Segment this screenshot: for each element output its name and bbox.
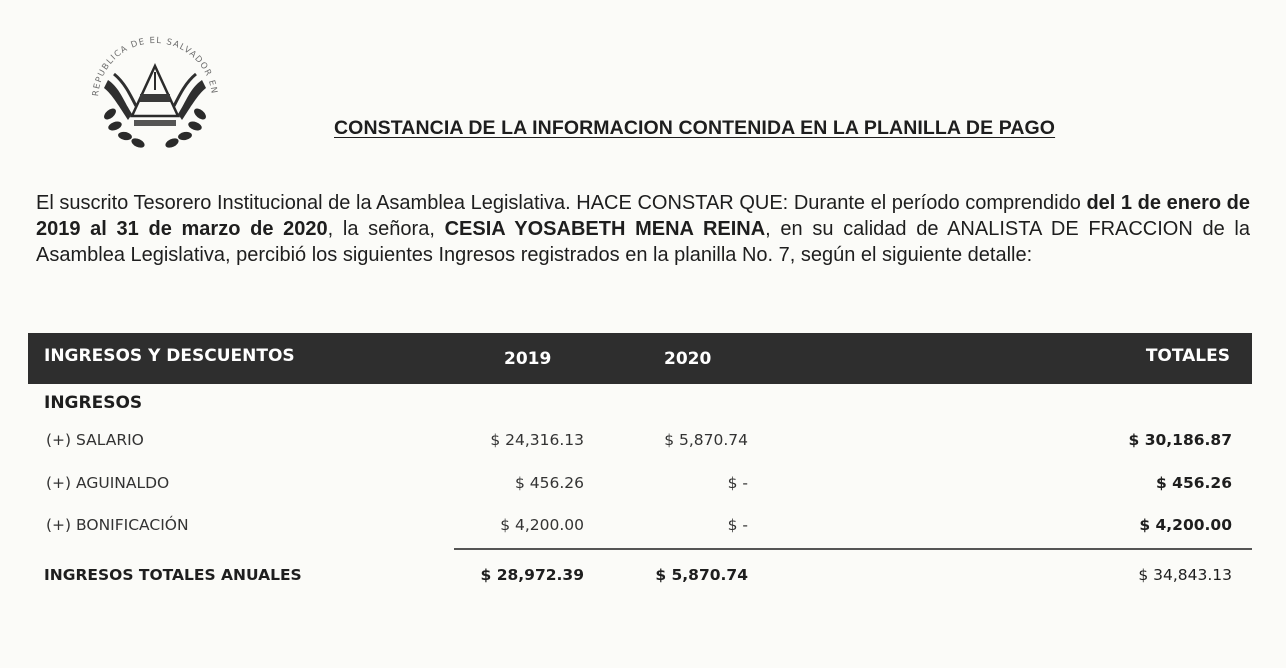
table-header (28, 333, 1252, 384)
paragraph-text-2: , la señora, (327, 218, 445, 240)
totals-label: INGRESOS TOTALES ANUALES (44, 566, 302, 584)
coat-of-arms-seal (80, 28, 230, 168)
header-concept: INGRESOS Y DESCUENTOS (44, 346, 295, 366)
row-total: $ 30,186.87 (1128, 431, 1232, 449)
table-row (28, 431, 1252, 459)
row-total: $ 456.26 (1156, 474, 1232, 492)
certification-paragraph (36, 190, 1250, 268)
seal-ring-text: REPUBLICA DE EL SALVADOR EN (91, 35, 219, 97)
totals-value-2019: $ 28,972.39 (480, 566, 584, 584)
document-title: CONSTANCIA DE LA INFORMACION CONTENIDA EN LA PLANILLA DE PAGO (334, 117, 1056, 139)
row-value-2019: $ 456.26 (514, 474, 584, 492)
seal-icon (80, 28, 230, 168)
row-value-2020: $ - (727, 474, 748, 492)
totals-value-2020: $ 5,870.74 (655, 566, 748, 584)
table-row (28, 516, 1252, 544)
employee-name: CESIA YOSABETH MENA REINA (444, 218, 766, 240)
income-table (28, 333, 1252, 584)
row-value-2019: $ 4,200.00 (500, 516, 584, 534)
header-2020: 2020 (664, 349, 712, 369)
table-row (28, 474, 1252, 502)
row-value-2020: $ 5,870.74 (664, 431, 748, 449)
row-total: $ 4,200.00 (1139, 516, 1232, 534)
row-value-2019: $ 24,316.13 (490, 431, 584, 449)
paragraph-text-1: El suscrito Tesorero Institucional de la Asamblea Legislativa. HACE CONSTAR QUE: Durante el período comprendido (36, 192, 1087, 214)
row-value-2020: $ - (727, 516, 748, 534)
row-label: (+) BONIFICACIÓN (46, 516, 189, 534)
period-text: del 1 de enero de 2019 al 31 de marzo de 2020 (36, 192, 1251, 240)
totals-row (28, 566, 1252, 594)
header-totals: TOTALES (1145, 346, 1230, 366)
section-label-ingresos: INGRESOS (44, 393, 143, 413)
row-label: (+) SALARIO (46, 431, 144, 449)
totals-grand-total: $ 34,843.13 (1138, 566, 1232, 584)
row-label: (+) AGUINALDO (46, 474, 170, 492)
header-2019: 2019 (504, 349, 552, 369)
totals-divider (454, 548, 1252, 550)
paragraph-text-3: , en su calidad de ANALISTA DE FRACCION de la Asamblea Legislativa, percibió los siguientes Ingresos registrados en la planilla No. 7, según el siguiente detalle: (36, 218, 1250, 266)
